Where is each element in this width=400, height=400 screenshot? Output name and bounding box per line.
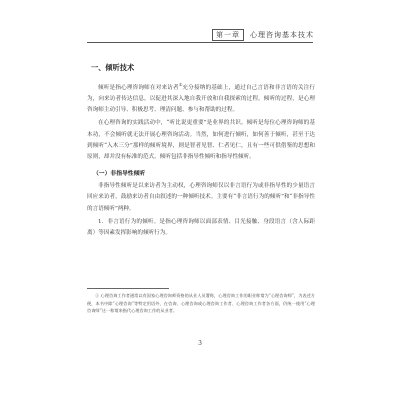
subsection-title: （一）非指导性倾听 [93,171,146,178]
paragraph: 在心理咨询的实践活动中，“听比说更重要”是业界的共识。倾听是每位心理咨询师的基本功，不会倾听就无法开展心理咨询活动。当然，如何进行倾听，如何善于倾听，甚至于达到倾听“入木三分”那样的倾听境界，则是智者见智、仁者见仁，且有一些可供借鉴的思想和原则，却并没有标准的范式。倾听包括非指导性倾听和指导性倾听。 [87,120,315,161]
running-header [0,29,400,43]
paragraph: 1．非言语行为的倾听。是指心理咨询师以面部表情、目光接触、身段语言（含人际距离）等因素发挥影响的倾听行为。 [87,218,315,237]
paragraph [87,79,315,116]
footnote-rule [87,288,169,289]
chapter-title: 心理咨询基本技术 [250,31,314,39]
footnote-marker[interactable]: ① [178,82,183,87]
section-title: 一、倾听技术 [91,63,135,72]
main-content [87,62,315,239]
chapter-label: 第一章 [212,29,244,41]
footnote: ① 心理咨询工作者通常以有国家心理咨询师资格的从业人员署称，心理咨询工作的职业称谓为“心理咨询师”，为表述方便，本书中除“心理咨询”等特定用语外，在咨询、心理咨询或心理咨询工作者、心理咨询工作者各方面，仍统一使用“心理咨询师”这一称谓来指代心理咨询工作的从业者。 [87,293,315,314]
paragraph: 非指导性倾听是以来访者为主动权，心理咨询师仅以非言语行为或非指导性的少量语言回应来访者，鼓励来访者自由叙述的一种倾听技术。主要有“非言语行为的倾听”和“非指导性的言语倾听”两种。 [87,183,315,212]
paragraph-text: 倾听是指心理咨询师在对来访者 [98,84,179,91]
header-text [212,29,314,41]
page-number: 3 [198,340,202,347]
paragraph-text: 充分接纳的基础上，通过自己言语和非言语的关注行为，向来访者传达信息，以促进其深入地自我开放和自我探索的过程。倾听的过程，是心理咨询师主动引导、积极思考、理清问题、参与和帮助的过程。 [87,84,315,114]
header-rule [87,42,313,43]
